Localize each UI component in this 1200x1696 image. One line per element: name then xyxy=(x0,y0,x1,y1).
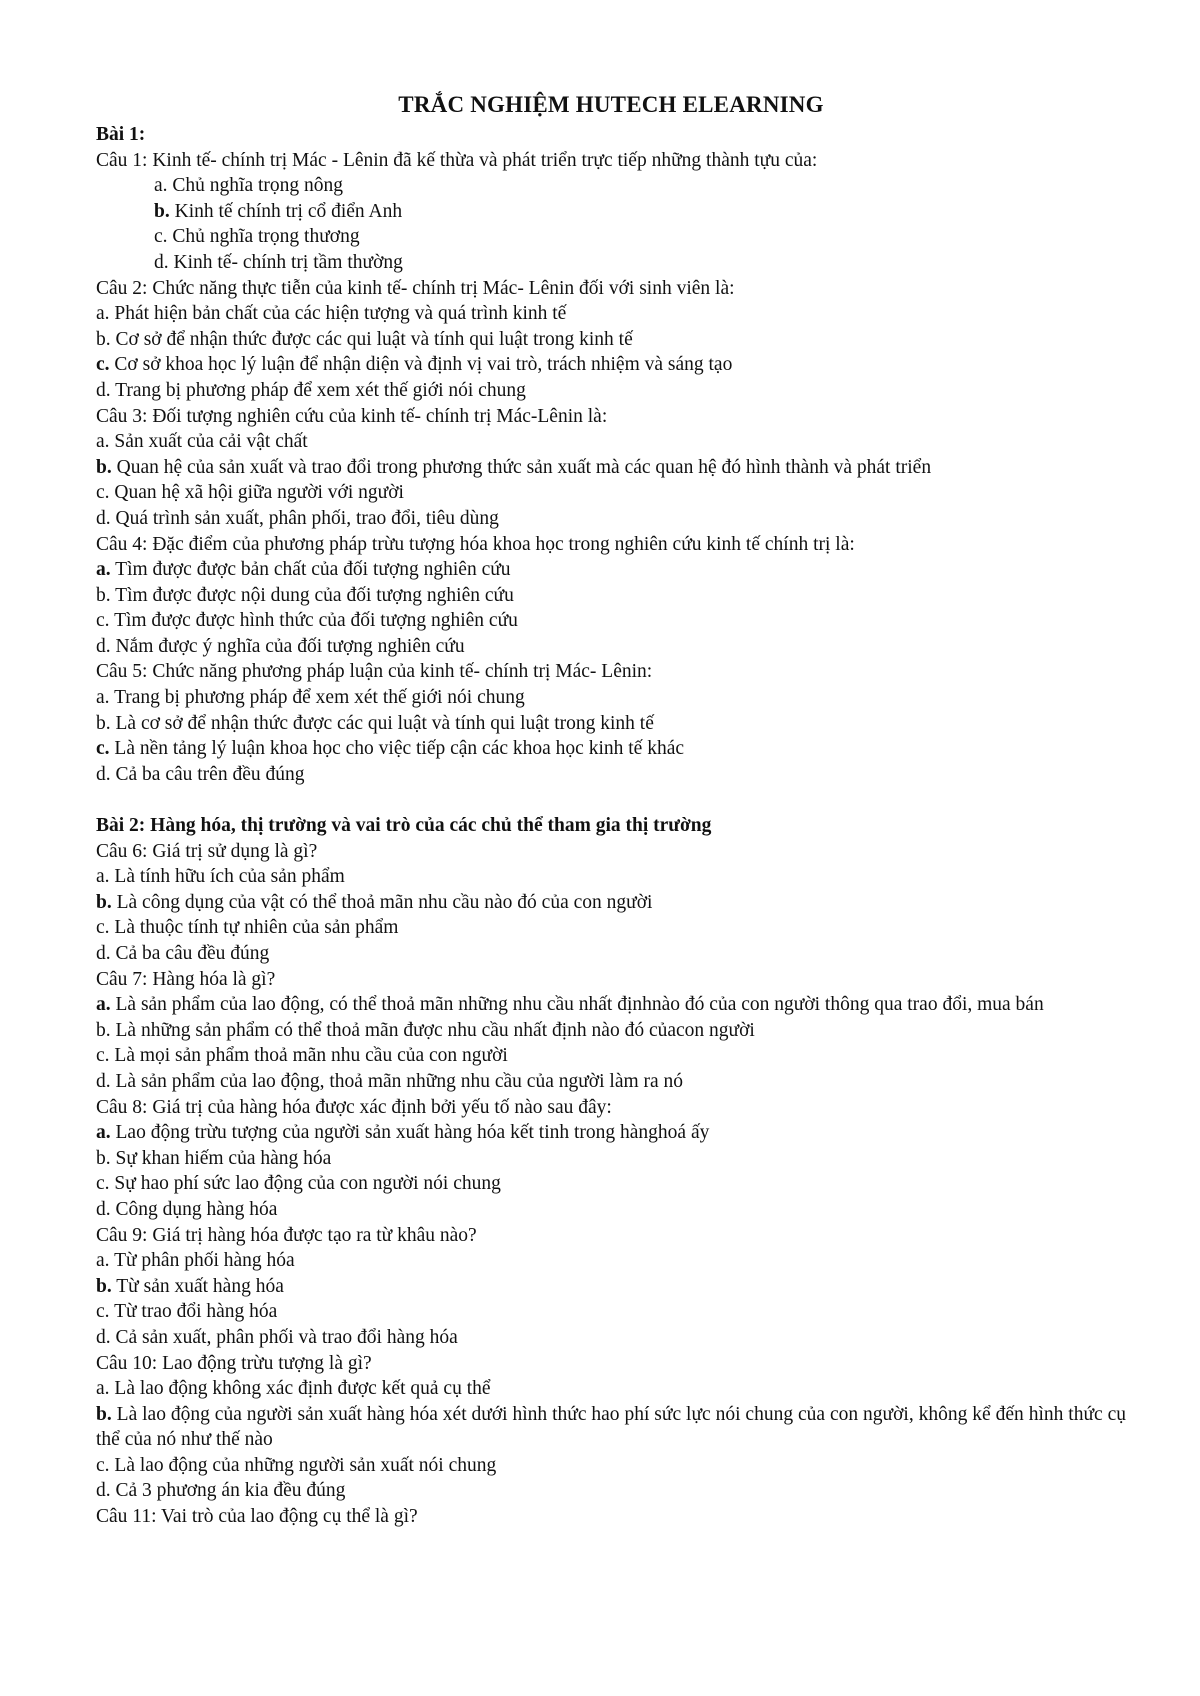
document-content xyxy=(96,122,1126,1530)
option-text: Tìm được được nội dung của đối tượng nghiên cứu xyxy=(115,584,514,606)
question-text: Câu 11: Vai trò của lao động cụ thể là gì? xyxy=(96,1506,418,1528)
answer-option xyxy=(96,608,1126,634)
option-letter: c. xyxy=(96,610,110,632)
option-text: Lao động trừu tượng của người sản xuất hàng hóa kết tinh trong hànghoá ấy xyxy=(115,1122,710,1144)
answer-option xyxy=(96,1325,1126,1351)
option-letter: d. xyxy=(96,379,111,401)
option-letter: a. xyxy=(96,1250,110,1272)
option-letter: c. xyxy=(96,1173,110,1195)
option-text: Là lao động không xác định được kết quả cụ thể xyxy=(114,1378,491,1400)
option-text: Sản xuất của cải vật chất xyxy=(114,431,308,453)
option-text: Là thuộc tính tự nhiên của sản phẩm xyxy=(114,917,399,939)
option-letter: a. xyxy=(96,431,110,453)
option-text: Là mọi sản phẩm thoả mãn nhu cầu của con người xyxy=(114,1045,508,1067)
option-letter: c. xyxy=(96,1301,110,1323)
option-text: Tìm được được hình thức của đối tượng nghiên cứu xyxy=(114,610,518,632)
option-letter: d. xyxy=(96,763,111,785)
question-text: Câu 4: Đặc điểm của phương pháp trừu tượng hóa khoa học trong nghiên cứu kinh tế chính trị là: xyxy=(96,533,855,555)
option-text: Là tính hữu ích của sản phẩm xyxy=(114,866,345,888)
option-letter: a. xyxy=(96,303,110,325)
option-text: Sự khan hiếm của hàng hóa xyxy=(115,1147,332,1169)
answer-option xyxy=(96,327,1126,353)
option-text: Quá trình sản xuất, phân phối, trao đổi, tiêu dùng xyxy=(115,507,499,529)
option-letter: b. xyxy=(154,200,170,222)
option-text: Là lao động của những người sản xuất nói chung xyxy=(114,1454,497,1476)
section-heading: Bài 1: xyxy=(96,124,146,145)
option-letter: c. xyxy=(96,1454,110,1476)
option-letter: b. xyxy=(96,712,111,734)
section-spacer xyxy=(96,787,1126,813)
answer-option xyxy=(96,1069,1126,1095)
answer-option xyxy=(96,1402,1126,1453)
answer-option xyxy=(96,1197,1126,1223)
answer-option xyxy=(96,429,1126,455)
option-letter: c. xyxy=(96,354,110,376)
answer-option xyxy=(96,199,1126,225)
option-text: Công dụng hàng hóa xyxy=(115,1198,278,1220)
option-letter: a. xyxy=(154,175,168,197)
answer-option xyxy=(96,736,1126,762)
option-text: Từ sản xuất hàng hóa xyxy=(116,1275,284,1297)
option-letter: a. xyxy=(96,866,110,888)
option-text: Quan hệ của sản xuất và trao đổi trong phương thức sản xuất mà các quan hệ đó hình thành và phát triển xyxy=(116,456,932,478)
option-text: Là những sản phẩm có thể thoả mãn được nhu cầu nhất định nào đó củacon người xyxy=(115,1019,755,1041)
option-text: Kinh tế- chính trị tầm thường xyxy=(173,251,403,273)
option-letter: c. xyxy=(154,226,168,248)
answer-option xyxy=(96,1274,1126,1300)
answer-option xyxy=(96,1120,1126,1146)
answer-option xyxy=(96,762,1126,788)
option-text: Trang bị phương pháp để xem xét thế giới nói chung xyxy=(114,687,525,709)
option-text: Từ trao đổi hàng hóa xyxy=(114,1301,278,1323)
answer-option xyxy=(96,1043,1126,1069)
question-text: Câu 8: Giá trị của hàng hóa được xác định bởi yếu tố nào sau đây: xyxy=(96,1096,612,1118)
option-text: Cả 3 phương án kia đều đúng xyxy=(115,1480,346,1502)
answer-option xyxy=(96,711,1126,737)
question-text: Câu 9: Giá trị hàng hóa được tạo ra từ khâu nào? xyxy=(96,1224,477,1246)
answer-option xyxy=(96,1018,1126,1044)
option-letter: c. xyxy=(96,917,110,939)
answer-option xyxy=(96,378,1126,404)
answer-option xyxy=(96,506,1126,532)
option-text: Trang bị phương pháp để xem xét thế giới nói chung xyxy=(115,379,526,401)
answer-option xyxy=(96,480,1126,506)
answer-option xyxy=(96,992,1126,1018)
option-letter: b. xyxy=(96,328,111,350)
option-text: Tìm được được bản chất của đối tượng nghiên cứu xyxy=(115,559,511,581)
option-letter: a. xyxy=(96,559,111,581)
option-text: Cả ba câu trên đều đúng xyxy=(115,763,305,785)
option-text: Là nền tảng lý luận khoa học cho việc tiếp cận các khoa học kinh tế khác xyxy=(114,738,685,760)
question-text: Câu 6: Giá trị sử dụng là gì? xyxy=(96,840,318,862)
answer-option xyxy=(96,634,1126,660)
question-text: Câu 5: Chức năng phương pháp luận của kinh tế- chính trị Mác- Lênin: xyxy=(96,661,653,683)
answer-option xyxy=(96,1171,1126,1197)
answer-option xyxy=(96,685,1126,711)
answer-option xyxy=(96,1248,1126,1274)
answer-option xyxy=(96,557,1126,583)
option-text: Là cơ sở để nhận thức được các qui luật và tính qui luật trong kinh tế xyxy=(115,712,654,734)
answer-option xyxy=(96,1376,1126,1402)
option-letter: b. xyxy=(96,1147,111,1169)
option-text: Là sản phẩm của lao động, thoả mãn những nhu cầu của người làm ra nó xyxy=(115,1070,684,1092)
answer-option xyxy=(96,1453,1126,1479)
option-letter: d. xyxy=(96,507,111,529)
option-letter: c. xyxy=(96,738,110,760)
question-text: Câu 7: Hàng hóa là gì? xyxy=(96,968,276,990)
option-letter: b. xyxy=(96,1275,112,1297)
answer-option xyxy=(96,890,1126,916)
option-text: Từ phân phối hàng hóa xyxy=(114,1250,295,1272)
option-text: Cả sản xuất, phân phối và trao đổi hàng hóa xyxy=(115,1326,458,1348)
answer-option xyxy=(96,915,1126,941)
option-text: Là lao động của người sản xuất hàng hóa xét dưới hình thức hao phí sức lực nói chung của con người, không kể đến hình thức cụ thể của nó như thế nào xyxy=(96,1403,1126,1451)
answer-option xyxy=(96,941,1126,967)
option-letter: b. xyxy=(96,584,111,606)
option-letter: a. xyxy=(96,1378,110,1400)
question-text: Câu 3: Đối tượng nghiên cứu của kinh tế- chính trị Mác-Lênin là: xyxy=(96,405,608,427)
answer-option xyxy=(96,1146,1126,1172)
answer-option xyxy=(96,224,1126,250)
option-letter: b. xyxy=(96,1403,112,1425)
option-text: Sự hao phí sức lao động của con người nói chung xyxy=(114,1173,501,1195)
option-text: Là công dụng của vật có thể thoả mãn nhu cầu nào đó của con người xyxy=(116,891,653,913)
section-heading: Bài 2: Hàng hóa, thị trường và vai trò của các chủ thể tham gia thị trường xyxy=(96,815,712,837)
question-text: Câu 2: Chức năng thực tiễn của kinh tế- chính trị Mác- Lênin đối với sinh viên là: xyxy=(96,277,735,299)
option-text: Kinh tế chính trị cổ điển Anh xyxy=(174,200,403,222)
document-title: TRẮC NGHIỆM HUTECH ELEARNING xyxy=(398,92,824,117)
option-text: Là sản phẩm của lao động, có thể thoả mãn những nhu cầu nhất địnhnào đó của con người thông qua trao đổi, mua bán xyxy=(115,994,1044,1016)
option-letter: a. xyxy=(96,687,110,709)
answer-option xyxy=(96,583,1126,609)
option-text: Cả ba câu đều đúng xyxy=(115,943,270,964)
option-letter: b. xyxy=(96,1019,111,1041)
option-text: Nắm được ý nghĩa của đối tượng nghiên cứu xyxy=(115,635,465,657)
answer-option xyxy=(96,250,1126,276)
answer-option xyxy=(96,455,1126,481)
option-letter: d. xyxy=(154,251,169,273)
option-text: Chủ nghĩa trọng nông xyxy=(172,175,344,197)
question-text: Câu 1: Kinh tế- chính trị Mác - Lênin đã kế thừa và phát triển trực tiếp những thành tựu của: xyxy=(96,149,818,171)
question-text: Câu 10: Lao động trừu tượng là gì? xyxy=(96,1352,372,1374)
option-letter: d. xyxy=(96,1198,111,1220)
option-text: Cơ sở khoa học lý luận để nhận diện và định vị vai trò, trách nhiệm và sáng tạo xyxy=(114,354,733,376)
option-letter: a. xyxy=(96,1122,111,1144)
option-letter: d. xyxy=(96,1070,111,1092)
answer-option xyxy=(96,864,1126,890)
option-letter: d. xyxy=(96,635,111,657)
answer-option xyxy=(96,301,1126,327)
option-letter: d. xyxy=(96,1326,111,1348)
option-letter: b. xyxy=(96,891,112,913)
document-page xyxy=(96,88,1126,1530)
option-text: Chủ nghĩa trọng thương xyxy=(172,226,360,248)
option-letter: b. xyxy=(96,456,112,478)
answer-option xyxy=(96,1299,1126,1325)
answer-option xyxy=(96,1478,1126,1504)
option-text: Cơ sở để nhận thức được các qui luật và tính qui luật trong kinh tế xyxy=(115,328,633,350)
answer-option xyxy=(96,352,1126,378)
option-letter: d. xyxy=(96,943,111,964)
option-letter: a. xyxy=(96,994,111,1016)
option-letter: c. xyxy=(96,1045,110,1067)
option-text: Phát hiện bản chất của các hiện tượng và quá trình kinh tế xyxy=(114,303,567,325)
option-letter: c. xyxy=(96,482,110,504)
answer-option xyxy=(96,173,1126,199)
option-text: Quan hệ xã hội giữa người với người xyxy=(114,482,404,504)
option-letter: d. xyxy=(96,1480,111,1502)
